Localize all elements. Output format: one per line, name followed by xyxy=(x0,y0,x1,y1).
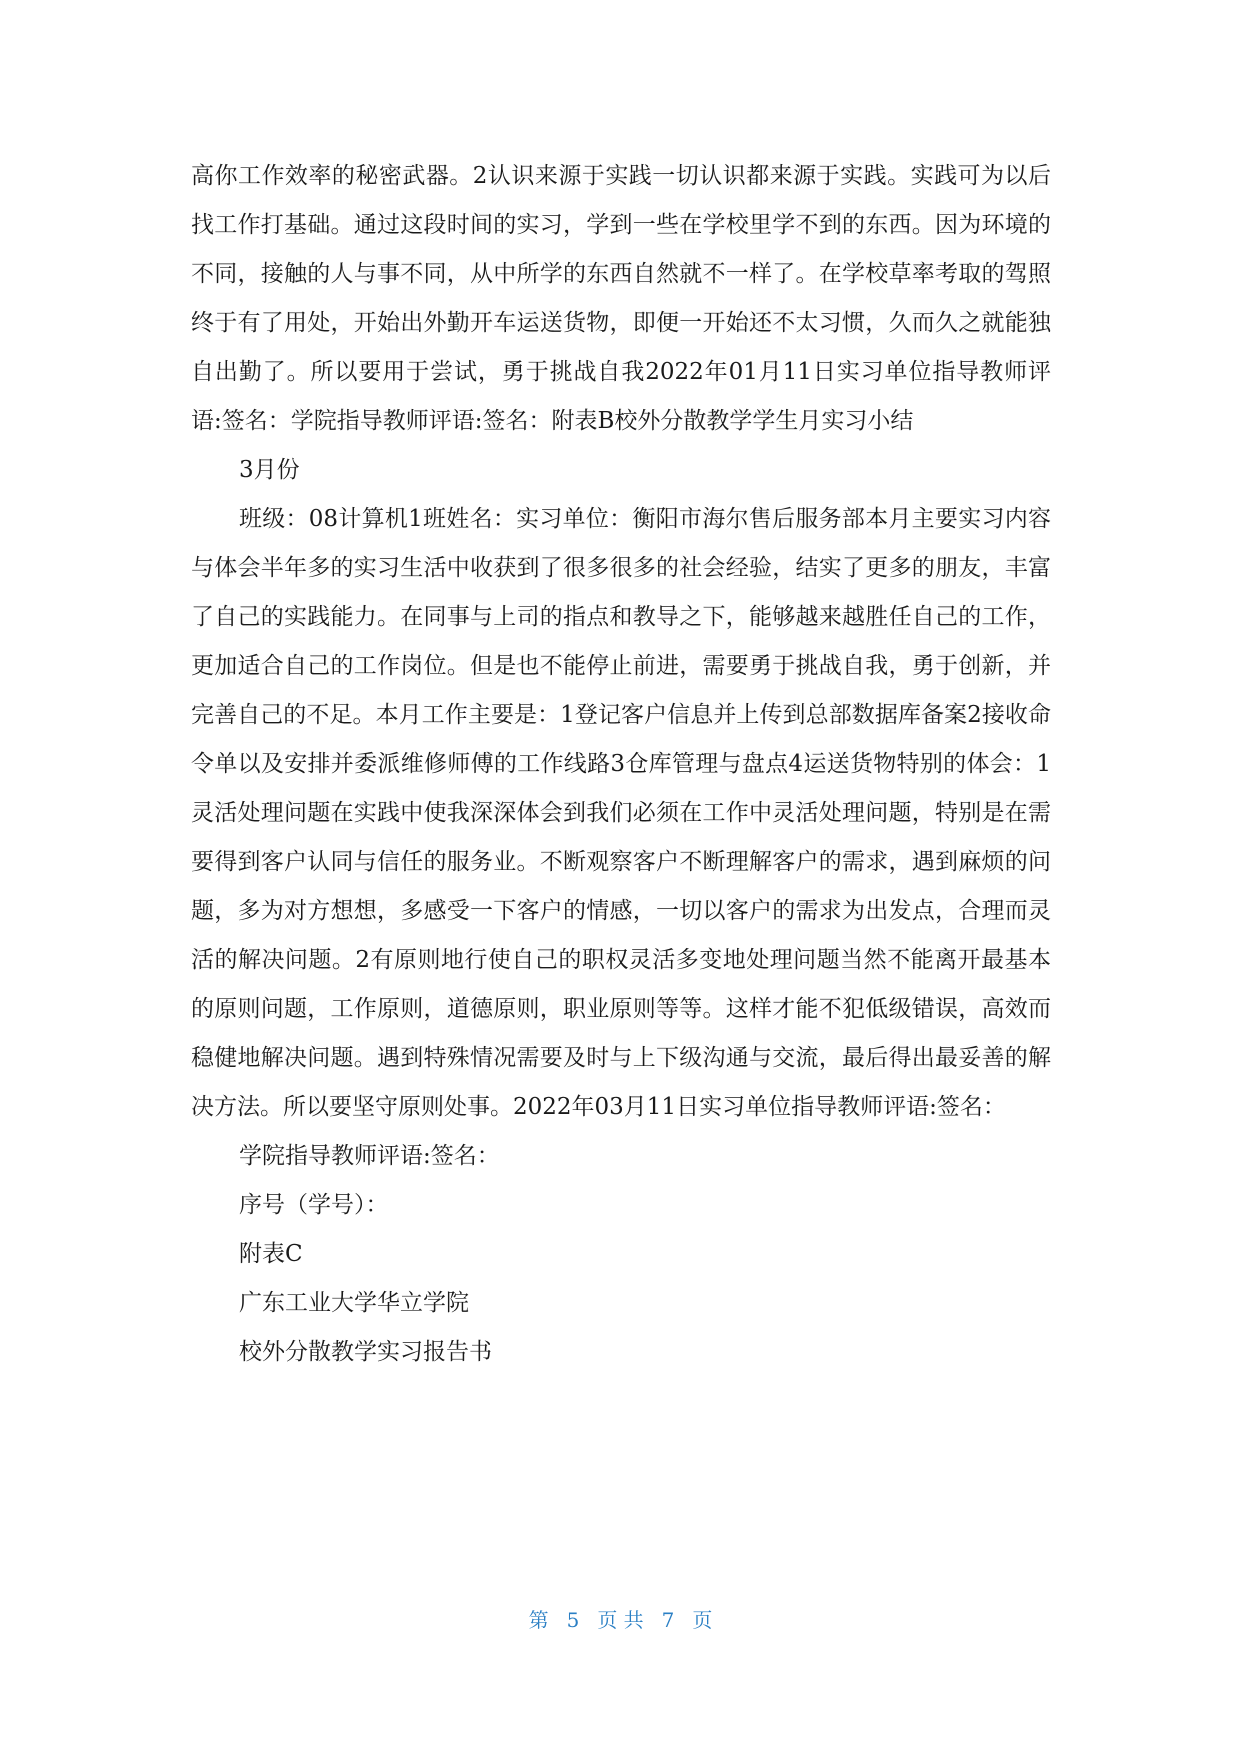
paragraph-report-title: 校外分散教学实习报告书 xyxy=(239,1339,492,1365)
page-footer xyxy=(0,1604,1241,1633)
paragraph-month: 3月份 xyxy=(239,457,300,483)
paragraph-serial-number: 序号（学号）： xyxy=(239,1192,389,1218)
paragraph-monthly-report: 班级：08计算机1班姓名：实习单位：衡阳市海尔售后服务部本月主要实习内容与体会半年多的实习生活中收获到了很多很多的社会经验，结实了更多的朋友，丰富了自己的实践能力。在同事与上司的指点和教导之下，能够越来越胜任自己的工作，更加适合自己的工作岗位。但是也不能停止前进，需要勇于挑战自我，勇于创新，并完善自己的不足。本月工作主要是：1登记客户信息并上传到总部数据库备案2接收命令单以及安排并委派维修师傅的工作线路3仓库管理与盘点4运送货物特别的体会：1灵活处理问题在实践中使我深深体会到我们必须在工作中灵活处理问题，特别是在需要得到客户认同与信任的服务业。不断观察客户不断理解客户的需求，遇到麻烦的问题，多为对方想想，多感受一下客户的情感，一切以客户的需求为出发点，合理而灵活的解决问题。2有原则地行使自己的职权灵活多变地处理问题当然不能离开最基本的原则问题，工作原则，道德原则，职业原则等等。这样才能不犯低级错误，高效而稳健地解决问题。遇到特殊情况需要及时与上下级沟通与交流，最后得出最妥善的解决方法。所以要坚守原则处事。2022年03月11日实习单位指导教师评语:签名： xyxy=(191,506,1051,1120)
footer-current-page: 5 xyxy=(566,1608,580,1632)
footer-of-label: 页 共 xyxy=(597,1608,644,1632)
footer-page-label: 第 xyxy=(528,1608,549,1632)
document-body xyxy=(191,152,1051,1377)
paragraph-college-comment: 学院指导教师评语:签名： xyxy=(239,1143,500,1169)
footer-total-pages: 7 xyxy=(661,1608,675,1632)
paragraph-continued-summary: 高你工作效率的秘密武器。2认识来源于实践一切认识都来源于实践。实践可为以后找工作打基础。通过这段时间的实习，学到一些在学校里学不到的东西。因为环境的不同，接触的人与事不同，从中所学的东西自然就不一样了。在学校草率考取的驾照终于有了用处，开始出外勤开车运送货物，即便一开始还不太习惯，久而久之就能独自出勤了。所以要用于尝试，勇于挑战自我2022年01月11日实习单位指导教师评语:签名：学院指导教师评语:签名：附表B校外分散教学学生月实习小结 xyxy=(191,163,1051,434)
paragraph-appendix-c: 附表C xyxy=(239,1241,303,1267)
paragraph-university-name: 广东工业大学华立学院 xyxy=(239,1290,469,1316)
footer-end-label: 页 xyxy=(692,1608,713,1632)
